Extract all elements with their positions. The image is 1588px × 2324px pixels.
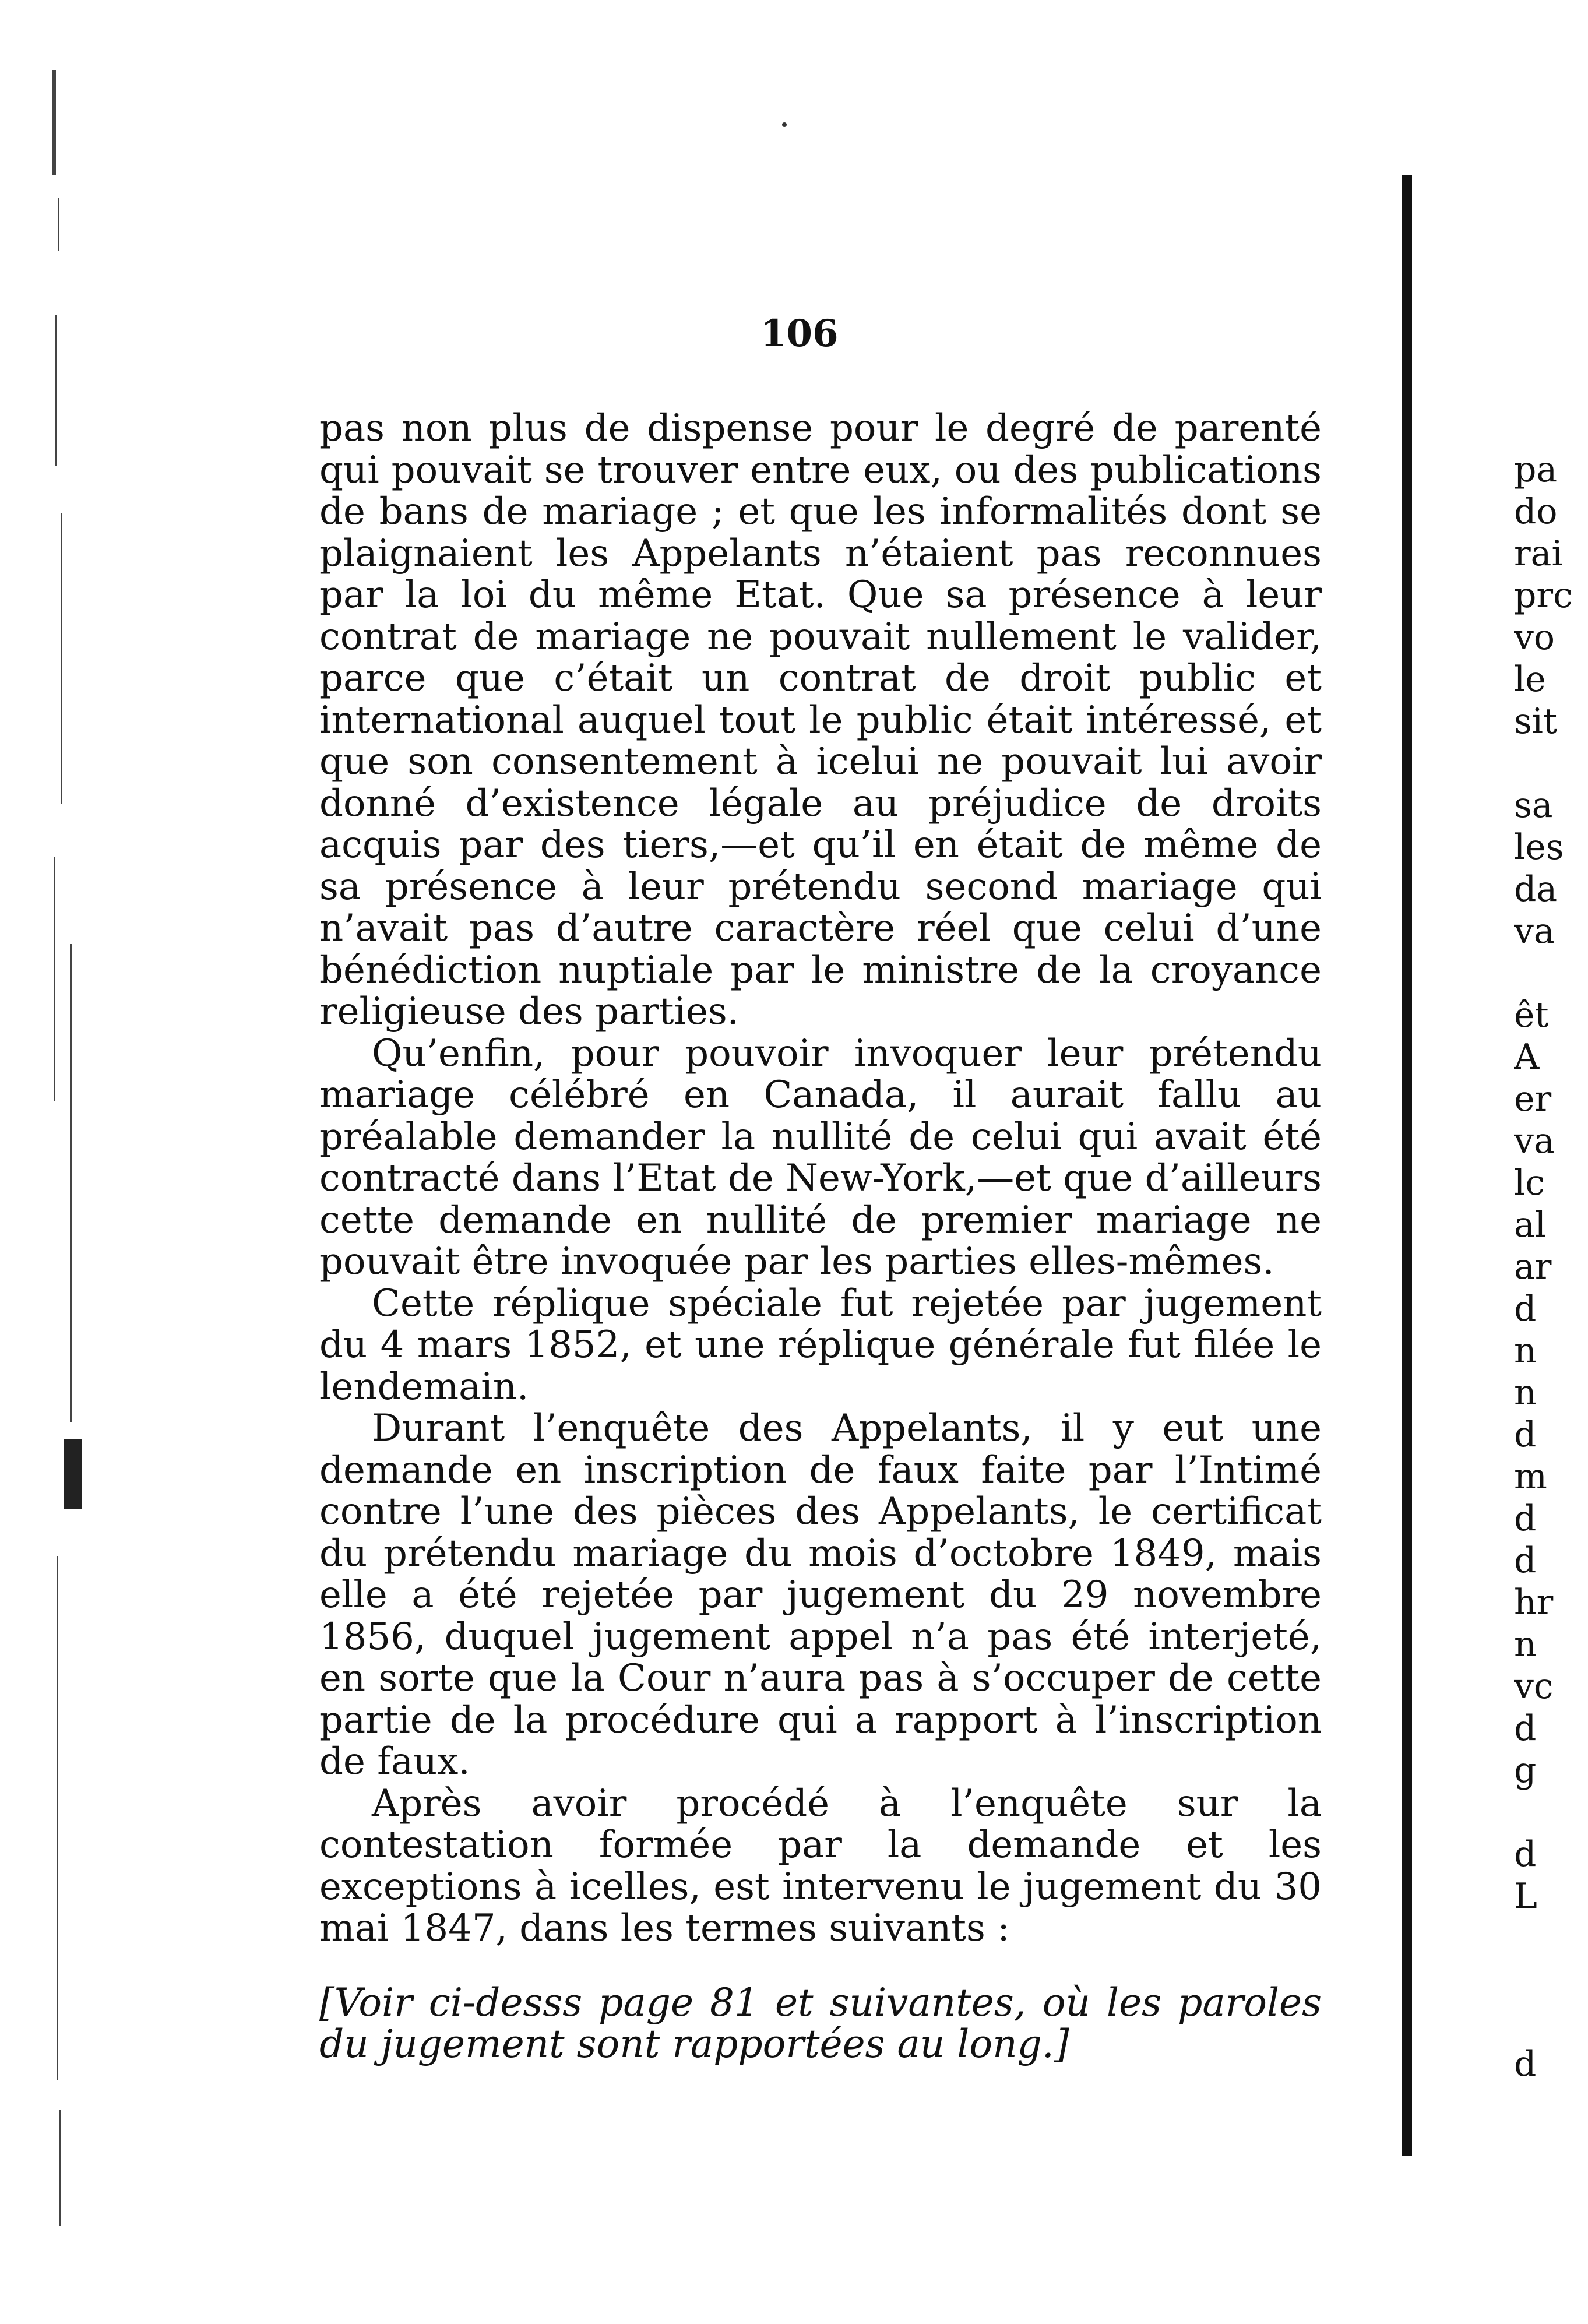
adjacent-fragment: n: [1514, 1624, 1537, 1665]
adjacent-fragment: rai: [1514, 533, 1563, 574]
adjacent-fragment: êt: [1514, 995, 1549, 1036]
paragraph: pas non plus de dispense pour le degré de parenté qui pouvait se trouver entre eux, ou des publications de bans de mariage ; et que les informalités dont se plaignaient les Appelants n’étaient pas reconnues par la loi du même Etat. Que sa présence à leur contrat de mariage ne pouvait nullement le valider, parce que c’était un contrat de droit public et international auquel tout le public était intéressé, et que son consentement à icelui ne pouvait lui avoir donné d’existence légale au préjudice de droits acquis par des tiers,—et qu’il en était de même de sa présence à leur prétendu second mariage qui n’avait pas d’autre caractère réel que celui d’une bénédiction nuptiale par le ministre de la croyance religieuse des parties.: [319, 407, 1322, 1033]
adjacent-fragment: hr: [1514, 1582, 1554, 1623]
adjacent-fragment: d: [1514, 1414, 1537, 1455]
adjacent-fragment: al: [1514, 1205, 1546, 1245]
adjacent-fragment: [1514, 1917, 1584, 1959]
paragraph: Durant l’enquête des Appelants, il y eut une demande en inscription de faux faite par l’Intimé contre l’une des pièces des Appelants, le certificat du prétendu mariage du mois d’octobre 1849, mais elle a été rejetée par jugement du 29 novembre 1856, duquel jugement appel n’a pas été interjeté, en sorte que la Cour n’aura pas à s’occuper de cette partie de la procédure qui a rapport à l’inscription de faux.: [319, 1407, 1322, 1783]
adjacent-fragment: da: [1514, 869, 1558, 910]
adjacent-page-fragments: [1514, 449, 1584, 2085]
adjacent-fragment: prc: [1514, 575, 1573, 616]
page-number: 106: [760, 312, 839, 355]
adjacent-fragment: [1514, 742, 1584, 784]
page-gutter-rule: [1402, 175, 1412, 2156]
adjacent-fragment: n: [1514, 1372, 1537, 1413]
adjacent-fragment: le: [1514, 659, 1546, 700]
adjacent-fragment: [1514, 952, 1584, 994]
adjacent-fragment: va: [1514, 1121, 1555, 1161]
paragraph: Après avoir procédé à l’enquête sur la contestation formée par la demande et les exceptions à icelles, est intervenu le jugement du 30 mai 1847, dans les termes suivants :: [319, 1781, 1322, 1950]
adjacent-fragment: g: [1514, 1750, 1537, 1791]
adjacent-fragment: [1514, 1959, 1584, 2001]
adjacent-fragment: [1514, 2001, 1584, 2043]
paragraph: Cette réplique spéciale fut rejetée par jugement du 4 mars 1852, et une réplique générale fut filée le lendemain.: [319, 1281, 1322, 1409]
scan-left-edge: [47, 70, 99, 2238]
adjacent-fragment: L: [1514, 1876, 1537, 1917]
adjacent-fragment: d: [1514, 1498, 1537, 1539]
adjacent-fragment: vo: [1514, 617, 1555, 658]
adjacent-fragment: A: [1514, 1037, 1540, 1078]
adjacent-fragment: d: [1514, 1540, 1537, 1581]
adjacent-fragment: lc: [1514, 1163, 1545, 1203]
adjacent-fragment: d: [1514, 1288, 1537, 1329]
adjacent-fragment: pa: [1514, 449, 1558, 490]
adjacent-fragment: va: [1514, 911, 1555, 952]
adjacent-fragment: ar: [1514, 1246, 1552, 1287]
adjacent-fragment: vc: [1514, 1666, 1554, 1707]
editorial-note: [Voir ci-desss page 81 et suivantes, où les paroles du jugement sont rapportées au long.]: [319, 1980, 1322, 2066]
adjacent-fragment: d: [1514, 1834, 1537, 1875]
scan-speck: [782, 122, 787, 127]
body-text: [319, 408, 1322, 2065]
adjacent-fragment: do: [1514, 491, 1558, 532]
adjacent-fragment: n: [1514, 1330, 1537, 1371]
adjacent-fragment: [1514, 1791, 1584, 1833]
adjacent-fragment: sa: [1514, 785, 1553, 826]
adjacent-fragment: d: [1514, 2044, 1537, 2084]
adjacent-fragment: er: [1514, 1079, 1552, 1119]
adjacent-fragment: sit: [1514, 701, 1558, 742]
adjacent-fragment: d: [1514, 1708, 1537, 1749]
adjacent-fragment: les: [1514, 827, 1564, 868]
paragraph: Qu’enfin, pour pouvoir invoquer leur prétendu mariage célébré en Canada, il aurait fallu au préalable demander la nullité de celui qui avait été contracté dans l’Etat de New-York,—et que d’ailleurs cette demande en nullité de premier mariage ne pouvait être invoquée par les parties elles-mêmes.: [319, 1031, 1322, 1283]
adjacent-fragment: m: [1514, 1456, 1547, 1497]
